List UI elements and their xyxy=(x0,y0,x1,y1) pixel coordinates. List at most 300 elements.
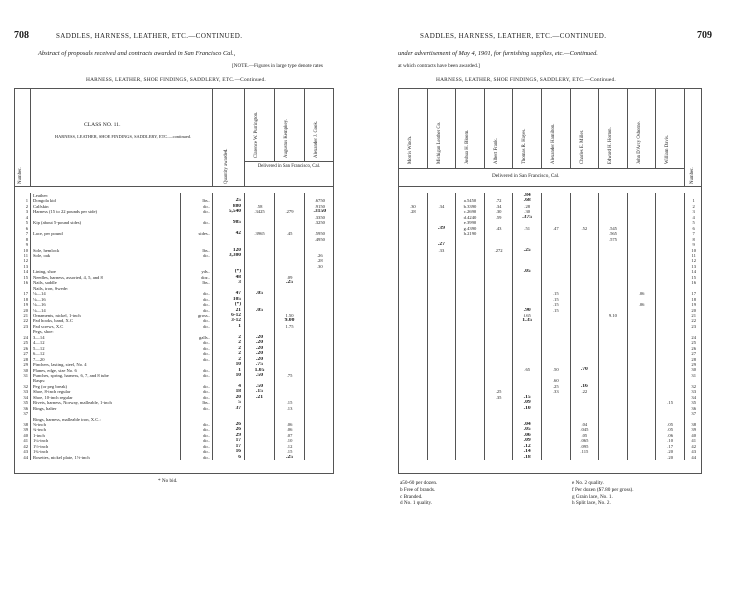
bid-cell: .43 xyxy=(484,226,513,231)
bid-cell: .25 xyxy=(541,384,570,389)
row-number: 19 xyxy=(684,302,702,307)
bid-cell: g.4390 xyxy=(456,226,485,231)
quantity-cell: 2 xyxy=(213,335,245,340)
row-number: 13 xyxy=(684,264,702,269)
bid-cell: .34 xyxy=(427,204,456,209)
row-number: 26 xyxy=(684,346,702,351)
quantity-cell: 48 xyxy=(213,275,245,280)
bid-cell: .10 xyxy=(275,438,305,443)
bidder-header: Augustus Kempkey. xyxy=(284,119,289,158)
row-number: 27 xyxy=(15,351,31,356)
item-unit: do.. xyxy=(181,220,213,225)
bid-cell: .15 xyxy=(541,297,570,302)
bid-cell: d.4240 xyxy=(456,215,485,220)
item-label: ¾-inch xyxy=(31,427,181,432)
bid-cell xyxy=(599,455,628,460)
row-number: 28 xyxy=(15,357,31,362)
item-unit: do.. xyxy=(181,340,213,345)
item-unit: sides.. xyxy=(181,231,213,236)
bid-cell: c.2690 xyxy=(456,209,485,214)
table-title: HARNESS, LEATHER, SHOE FINDINGS, SADDLERY, ETC.—Continued. xyxy=(86,77,266,83)
item-label: ⅛—16 xyxy=(31,297,181,302)
bid-cell: .28 xyxy=(399,209,428,214)
item-label: Nails, saddle xyxy=(31,280,181,285)
bid-cell: .59 xyxy=(484,215,513,220)
item-unit: do.. xyxy=(181,368,213,373)
bid-cell: .25 xyxy=(275,455,305,460)
number-header: Number. xyxy=(18,167,23,184)
bid-cell: .50 xyxy=(245,373,275,378)
item-label: 4—12 xyxy=(31,340,181,345)
item-unit: do.. xyxy=(181,373,213,378)
item-label: Needles, harness, assorted, 4, 5, and 8 xyxy=(31,275,181,280)
row-number: 7 xyxy=(684,231,702,236)
page-number: 708 xyxy=(14,30,29,41)
row-number: 15 xyxy=(15,275,31,280)
row-number: 23 xyxy=(15,324,31,329)
footnote: g Grain lace, No. 1. xyxy=(572,493,613,500)
bid-cell: .06 xyxy=(627,291,656,296)
bidder-header: Clarence W. Purrington. xyxy=(254,111,259,158)
item-unit: do.. xyxy=(181,406,213,411)
item-label: 6—12 xyxy=(31,351,181,356)
bidder-header: Alexander Hamilton. xyxy=(551,123,556,164)
bid-cell: .3350 xyxy=(305,215,335,220)
footnote: c Branded. xyxy=(400,493,423,500)
item-label: Dongola kid xyxy=(31,198,181,203)
bid-cell: .47 xyxy=(541,226,570,231)
row-number: 30 xyxy=(684,367,702,372)
delivered-rule xyxy=(398,168,684,169)
row-number: 22 xyxy=(15,318,31,323)
quantity-cell: 1 xyxy=(213,368,245,373)
bid-cell: .15 xyxy=(541,308,570,313)
quantity-cell: 25 xyxy=(213,198,245,203)
bid-cell: .26 xyxy=(305,253,335,258)
bid-cell: .115 xyxy=(570,449,599,454)
bid-cell: .15 xyxy=(245,389,275,394)
row-number: 26 xyxy=(15,346,31,351)
row-number: 6 xyxy=(684,226,702,231)
table-row xyxy=(399,455,703,460)
row-number: 35 xyxy=(684,400,702,405)
bid-cell: .30 xyxy=(484,209,513,214)
col-rule xyxy=(541,88,542,168)
bid-cell: .05 xyxy=(245,291,275,296)
row-number: 5 xyxy=(15,220,31,225)
footnote: * No bid. xyxy=(158,478,178,484)
bid-cell: .09 xyxy=(513,400,542,405)
row-number: 1 xyxy=(15,198,31,203)
bid-cell: .75 xyxy=(245,362,275,367)
item-unit: do.. xyxy=(181,357,213,362)
bid-cell xyxy=(627,455,656,460)
row-number: 18 xyxy=(15,297,31,302)
bid-cell: .05 xyxy=(570,433,599,438)
quantity-cell: 26 xyxy=(213,422,245,427)
quantity-cell: 1 xyxy=(213,324,245,329)
row-number: 35 xyxy=(15,400,31,405)
bid-cell: .90 xyxy=(513,308,542,313)
quantity-cell: 26 xyxy=(213,427,245,432)
bid-cell: .10 xyxy=(656,438,685,443)
item-label: ⅛—14 xyxy=(31,308,181,313)
bid-cell: 9.00 xyxy=(275,318,305,323)
item-label: Leather: xyxy=(31,193,181,198)
col-rule xyxy=(304,88,305,161)
item-label: Planes, edge, size No. 6 xyxy=(31,368,181,373)
row-number: 12 xyxy=(684,258,702,263)
bid-cell: .3965 xyxy=(245,231,275,236)
item-label: Rings, halter xyxy=(31,406,181,411)
bid-cell: .04 xyxy=(513,422,542,427)
row-number: 14 xyxy=(684,269,702,274)
quantity-cell: 3,300 xyxy=(213,253,245,258)
table-title: HARNESS, LEATHER, SHOE FINDINGS, SADDLERY, ETC.—Continued. xyxy=(436,77,616,83)
row-number: 16 xyxy=(684,280,702,285)
quantity-cell: 5 xyxy=(213,400,245,405)
class-subtitle: HARNESS, LEATHER, SHOE FINDINGS, SADDLERY, ETC.—continued. xyxy=(54,134,192,139)
bid-cell: .05 xyxy=(656,427,685,432)
item-unit: do.. xyxy=(181,253,213,258)
item-label: Rings, harness, malleable iron, X.C.: xyxy=(31,417,181,422)
quantity-cell: 4 xyxy=(213,384,245,389)
quantity-cell: 2 xyxy=(213,357,245,362)
row-number: 41 xyxy=(15,438,31,443)
item-label: 1¾-inch xyxy=(31,449,181,454)
item-label: 1¼-inch xyxy=(31,438,181,443)
row-number: 44 xyxy=(684,455,702,460)
quantity-cell: 120 xyxy=(213,248,245,253)
row-number: 20 xyxy=(15,308,31,313)
row-number: 2 xyxy=(684,204,702,209)
quantity-cell: 21 xyxy=(213,308,245,313)
item-unit: do.. xyxy=(181,433,213,438)
bid-cell: .15 xyxy=(656,400,685,405)
item-label: ⅝-inch xyxy=(31,422,181,427)
item-label: Kip (about 5-pound sides) xyxy=(31,220,181,225)
bid-cell: .20 xyxy=(245,357,275,362)
bid-cell: .06 xyxy=(513,433,542,438)
bid-cell: .18 xyxy=(513,455,542,460)
bidder-header: Morris Winch. xyxy=(408,136,413,164)
bid-cell: h.2190 xyxy=(456,231,485,236)
quantity-cell: 17 xyxy=(213,444,245,449)
row-number: 8 xyxy=(15,237,31,242)
item-unit: yds.. xyxy=(181,269,213,274)
row-number: 29 xyxy=(684,362,702,367)
bid-cell: .28 xyxy=(305,258,335,263)
bid-cell: .04 xyxy=(570,422,599,427)
header-rule xyxy=(398,186,702,187)
row-number: 1 xyxy=(684,198,702,203)
bid-cell: .33 xyxy=(541,389,570,394)
bid-cell: a.5450 xyxy=(456,198,485,203)
bid-cell: .15 xyxy=(541,291,570,296)
quantity-cell: 2 xyxy=(213,346,245,351)
col-rule xyxy=(212,88,213,186)
bid-cell: .25 xyxy=(513,248,542,253)
row-number: 21 xyxy=(15,313,31,318)
row-number: 18 xyxy=(684,297,702,302)
bid-cell: .39 xyxy=(427,226,456,231)
item-label: 1½-inch xyxy=(31,444,181,449)
delivered-header: Delivered in San Francisco, Cal. xyxy=(492,173,560,179)
row-number: 21 xyxy=(684,313,702,318)
item-unit: do.. xyxy=(181,209,213,214)
col-rule xyxy=(244,88,245,186)
bid-cell: .45 xyxy=(275,231,305,236)
row-number: 11 xyxy=(684,253,702,258)
item-label: ⅛—16 xyxy=(31,302,181,307)
bid-cell: .09 xyxy=(513,438,542,443)
bid-cell: .51 xyxy=(513,226,542,231)
row-number: 31 xyxy=(15,373,31,378)
footnote: d No. 1 quality. xyxy=(400,500,433,507)
bid-cell: .12 xyxy=(275,444,305,449)
row-number: 39 xyxy=(684,427,702,432)
bid-cell: .12 xyxy=(513,444,542,449)
row-number: 17 xyxy=(15,291,31,296)
bidder-header: John D'Arcy Osborne. xyxy=(636,121,642,164)
bid-cell xyxy=(427,455,456,460)
item-unit: lbs.. xyxy=(181,280,213,285)
row-number: 37 xyxy=(684,411,702,416)
item-unit: do.. xyxy=(181,351,213,356)
item-unit: do.. xyxy=(181,449,213,454)
page-number: 709 xyxy=(697,30,712,41)
item-label: 3—14 xyxy=(31,335,181,340)
item-unit: do.. xyxy=(181,389,213,394)
col-rule xyxy=(427,88,428,168)
bid-cell: f.65 xyxy=(513,313,542,318)
row-number: 42 xyxy=(15,444,31,449)
bid-cell: .72 xyxy=(484,198,513,203)
bid-cell: .28 xyxy=(513,204,542,209)
bid-cell: .16 xyxy=(570,384,599,389)
row-number: 31 xyxy=(684,373,702,378)
quantity-cell: 18 xyxy=(213,389,245,394)
bid-cell xyxy=(484,455,513,460)
bid-cell: .75 xyxy=(275,373,305,378)
row-number: 12 xyxy=(15,258,31,263)
bid-cell: .34 xyxy=(484,204,513,209)
row-number: 11 xyxy=(15,253,31,258)
col-rule xyxy=(627,88,628,168)
note: [NOTE.—Figures in large type denote rates xyxy=(232,63,323,69)
item-label: Nails, iron, Swede: xyxy=(31,286,181,291)
item-unit: do.. xyxy=(181,308,213,313)
quantity-cell: (*) xyxy=(213,269,245,274)
item-unit: do.. xyxy=(181,302,213,307)
quantity-cell: 5,540 xyxy=(213,209,245,214)
row-number: 3 xyxy=(15,209,31,214)
item-unit: do.. xyxy=(181,291,213,296)
footnote: e No. 2 quality. xyxy=(572,480,604,486)
bid-cell: .06 xyxy=(656,433,685,438)
bidder-header: Edward H. Horton. xyxy=(608,127,614,164)
bid-cell: .07 xyxy=(275,433,305,438)
bidder-header: Charles E. Miller. xyxy=(579,129,585,164)
row-number: 10 xyxy=(684,248,702,253)
footnote: f Per dozen ($7.80 per gross). xyxy=(572,486,634,493)
bidder-header: Alexander J. Cook. xyxy=(314,120,319,158)
col-rule xyxy=(655,88,656,168)
quantity-cell: (*) xyxy=(213,302,245,307)
row-number: 24 xyxy=(684,335,702,340)
col-rule xyxy=(455,88,456,168)
quantity-cell: 3-12 xyxy=(213,318,245,323)
quantity-cell: 105 xyxy=(213,297,245,302)
row-number: 20 xyxy=(684,308,702,313)
bid-cell: .05 xyxy=(513,427,542,432)
row-number: 22 xyxy=(684,318,702,323)
row-number: 25 xyxy=(684,340,702,345)
item-label: ⅛—14 xyxy=(31,291,181,296)
col-rule xyxy=(274,88,275,161)
bid-cell: .05 xyxy=(656,422,685,427)
bid-cell xyxy=(245,455,275,460)
bid-cell: .14 xyxy=(513,449,542,454)
row-number: 9 xyxy=(15,242,31,247)
col-rule xyxy=(570,88,571,168)
item-label: Lining, shoe xyxy=(31,269,181,274)
bid-cell: 1.05 xyxy=(245,368,275,373)
row-number: 17 xyxy=(684,291,702,296)
item-unit: do.. xyxy=(181,384,213,389)
bid-cell: .10 xyxy=(513,406,542,411)
item-unit: gross.. xyxy=(181,313,213,318)
col-rule xyxy=(30,88,31,186)
quantity-cell: 47 xyxy=(213,291,245,296)
bid-cell: .15 xyxy=(275,400,305,405)
quantity-cell: 2 xyxy=(213,340,245,345)
bid-cell: .045 xyxy=(570,427,599,432)
bid-cell: .065 xyxy=(570,438,599,443)
quantity-cell: 10 xyxy=(213,373,245,378)
bid-cell: .3150 xyxy=(305,209,335,214)
row-number: 16 xyxy=(15,280,31,285)
col-rule xyxy=(484,88,485,168)
bid-cell: .05 xyxy=(513,269,542,274)
col-rule xyxy=(512,88,513,168)
item-label: Shoe, 10-inch regular xyxy=(31,395,181,400)
quantity-cell: 37 xyxy=(213,406,245,411)
item-label: Shoe, 8-inch regular xyxy=(31,389,181,394)
item-label: Calfskin xyxy=(31,204,181,209)
quantity-cell: 20 xyxy=(213,395,245,400)
bid-cell: 1.50 xyxy=(275,313,305,318)
bid-cell xyxy=(570,455,599,460)
item-label: Pad hooks, band, X.C xyxy=(31,318,181,323)
bid-cell: .58 xyxy=(245,204,275,209)
item-unit: do.. xyxy=(181,324,213,329)
bidder-header: William Davis. xyxy=(665,134,671,164)
item-label: Rosettes, nickel plate, 1½-inch xyxy=(31,455,181,460)
item-unit: do.. xyxy=(181,318,213,323)
row-number: 38 xyxy=(684,422,702,427)
item-label: Peg (or peg break) xyxy=(31,384,181,389)
class-title: CLASS NO. 11. xyxy=(84,122,121,128)
quantity-header: Quantity awarded. xyxy=(224,148,229,184)
running-head: SADDLES, HARNESS, LEATHER, ETC.—CONTINUED. xyxy=(420,32,607,40)
item-unit: do.. xyxy=(181,438,213,443)
bid-cell xyxy=(541,455,570,460)
bid-cell: .20 xyxy=(245,351,275,356)
footnote: b Free of brands. xyxy=(400,486,436,493)
table-row xyxy=(15,455,335,460)
item-unit: lbs.. xyxy=(181,248,213,253)
bid-cell xyxy=(305,455,335,460)
bid-cell: .52 xyxy=(570,226,599,231)
bid-cell: .60 xyxy=(541,378,570,383)
quantity-cell: 42 xyxy=(213,231,245,236)
row-number: 19 xyxy=(15,302,31,307)
row-number: 39 xyxy=(15,427,31,432)
bid-cell: .5950 xyxy=(305,231,335,236)
item-unit: do.. xyxy=(181,346,213,351)
left-data-table xyxy=(14,193,335,460)
delivered-rule xyxy=(244,161,334,162)
bid-cell: .565 xyxy=(599,231,628,236)
item-label: 5—12 xyxy=(31,346,181,351)
bid-cell: .545 xyxy=(599,226,628,231)
row-number: 25 xyxy=(15,340,31,345)
bid-cell: .65 xyxy=(513,367,542,372)
row-number: 43 xyxy=(684,449,702,454)
note: at which contracts have been awarded.] xyxy=(398,63,480,69)
row-number: 34 xyxy=(15,395,31,400)
bid-cell: b.3390 xyxy=(456,204,485,209)
footnote: h Split lace, No. 2. xyxy=(572,500,611,507)
row-number: 33 xyxy=(684,389,702,394)
bid-cell: .84 xyxy=(513,193,542,198)
bid-cell: .272 xyxy=(484,248,513,253)
quantity-cell: 17 xyxy=(213,438,245,443)
running-head: SADDLES, HARNESS, LEATHER, ETC.—CONTINUED. xyxy=(56,32,243,40)
row-number: 9 xyxy=(684,242,702,247)
item-unit: lbs.. xyxy=(181,400,213,405)
subtitle: under advertisement of May 4, 1901, for furnishing supplies, etc.—Continued. xyxy=(398,50,598,57)
item-unit: do.. xyxy=(181,444,213,449)
number-header: Number. xyxy=(690,167,695,184)
bid-cell: .20 xyxy=(656,449,685,454)
right-data-table xyxy=(398,193,702,460)
row-number: 32 xyxy=(684,384,702,389)
item-label: Sole, hemlock xyxy=(31,248,181,253)
item-label: 1-inch xyxy=(31,433,181,438)
bid-cell: .17 xyxy=(656,444,685,449)
bidder-header: Joshua H. Bloom. xyxy=(465,129,471,164)
row-number: 40 xyxy=(15,433,31,438)
item-label: Punches, spring, harness, 6, 7, and 8 tube xyxy=(31,373,181,378)
item-unit: lbs.. xyxy=(181,198,213,203)
item-unit: do.. xyxy=(181,204,213,209)
bid-cell: .575 xyxy=(599,237,628,242)
row-number: 4 xyxy=(15,215,31,220)
bid-cell: .35 xyxy=(484,395,513,400)
bid-cell: .27 xyxy=(427,242,456,247)
item-unit: doz.. xyxy=(181,275,213,280)
bid-cell: .33 xyxy=(427,248,456,253)
bid-cell: .15 xyxy=(541,302,570,307)
quantity-cell: 16 xyxy=(213,449,245,454)
bid-cell: .22 xyxy=(570,389,599,394)
row-number: 23 xyxy=(684,324,702,329)
row-number: 15 xyxy=(684,275,702,280)
bid-cell: .20 xyxy=(656,455,685,460)
row-number: 41 xyxy=(684,438,702,443)
